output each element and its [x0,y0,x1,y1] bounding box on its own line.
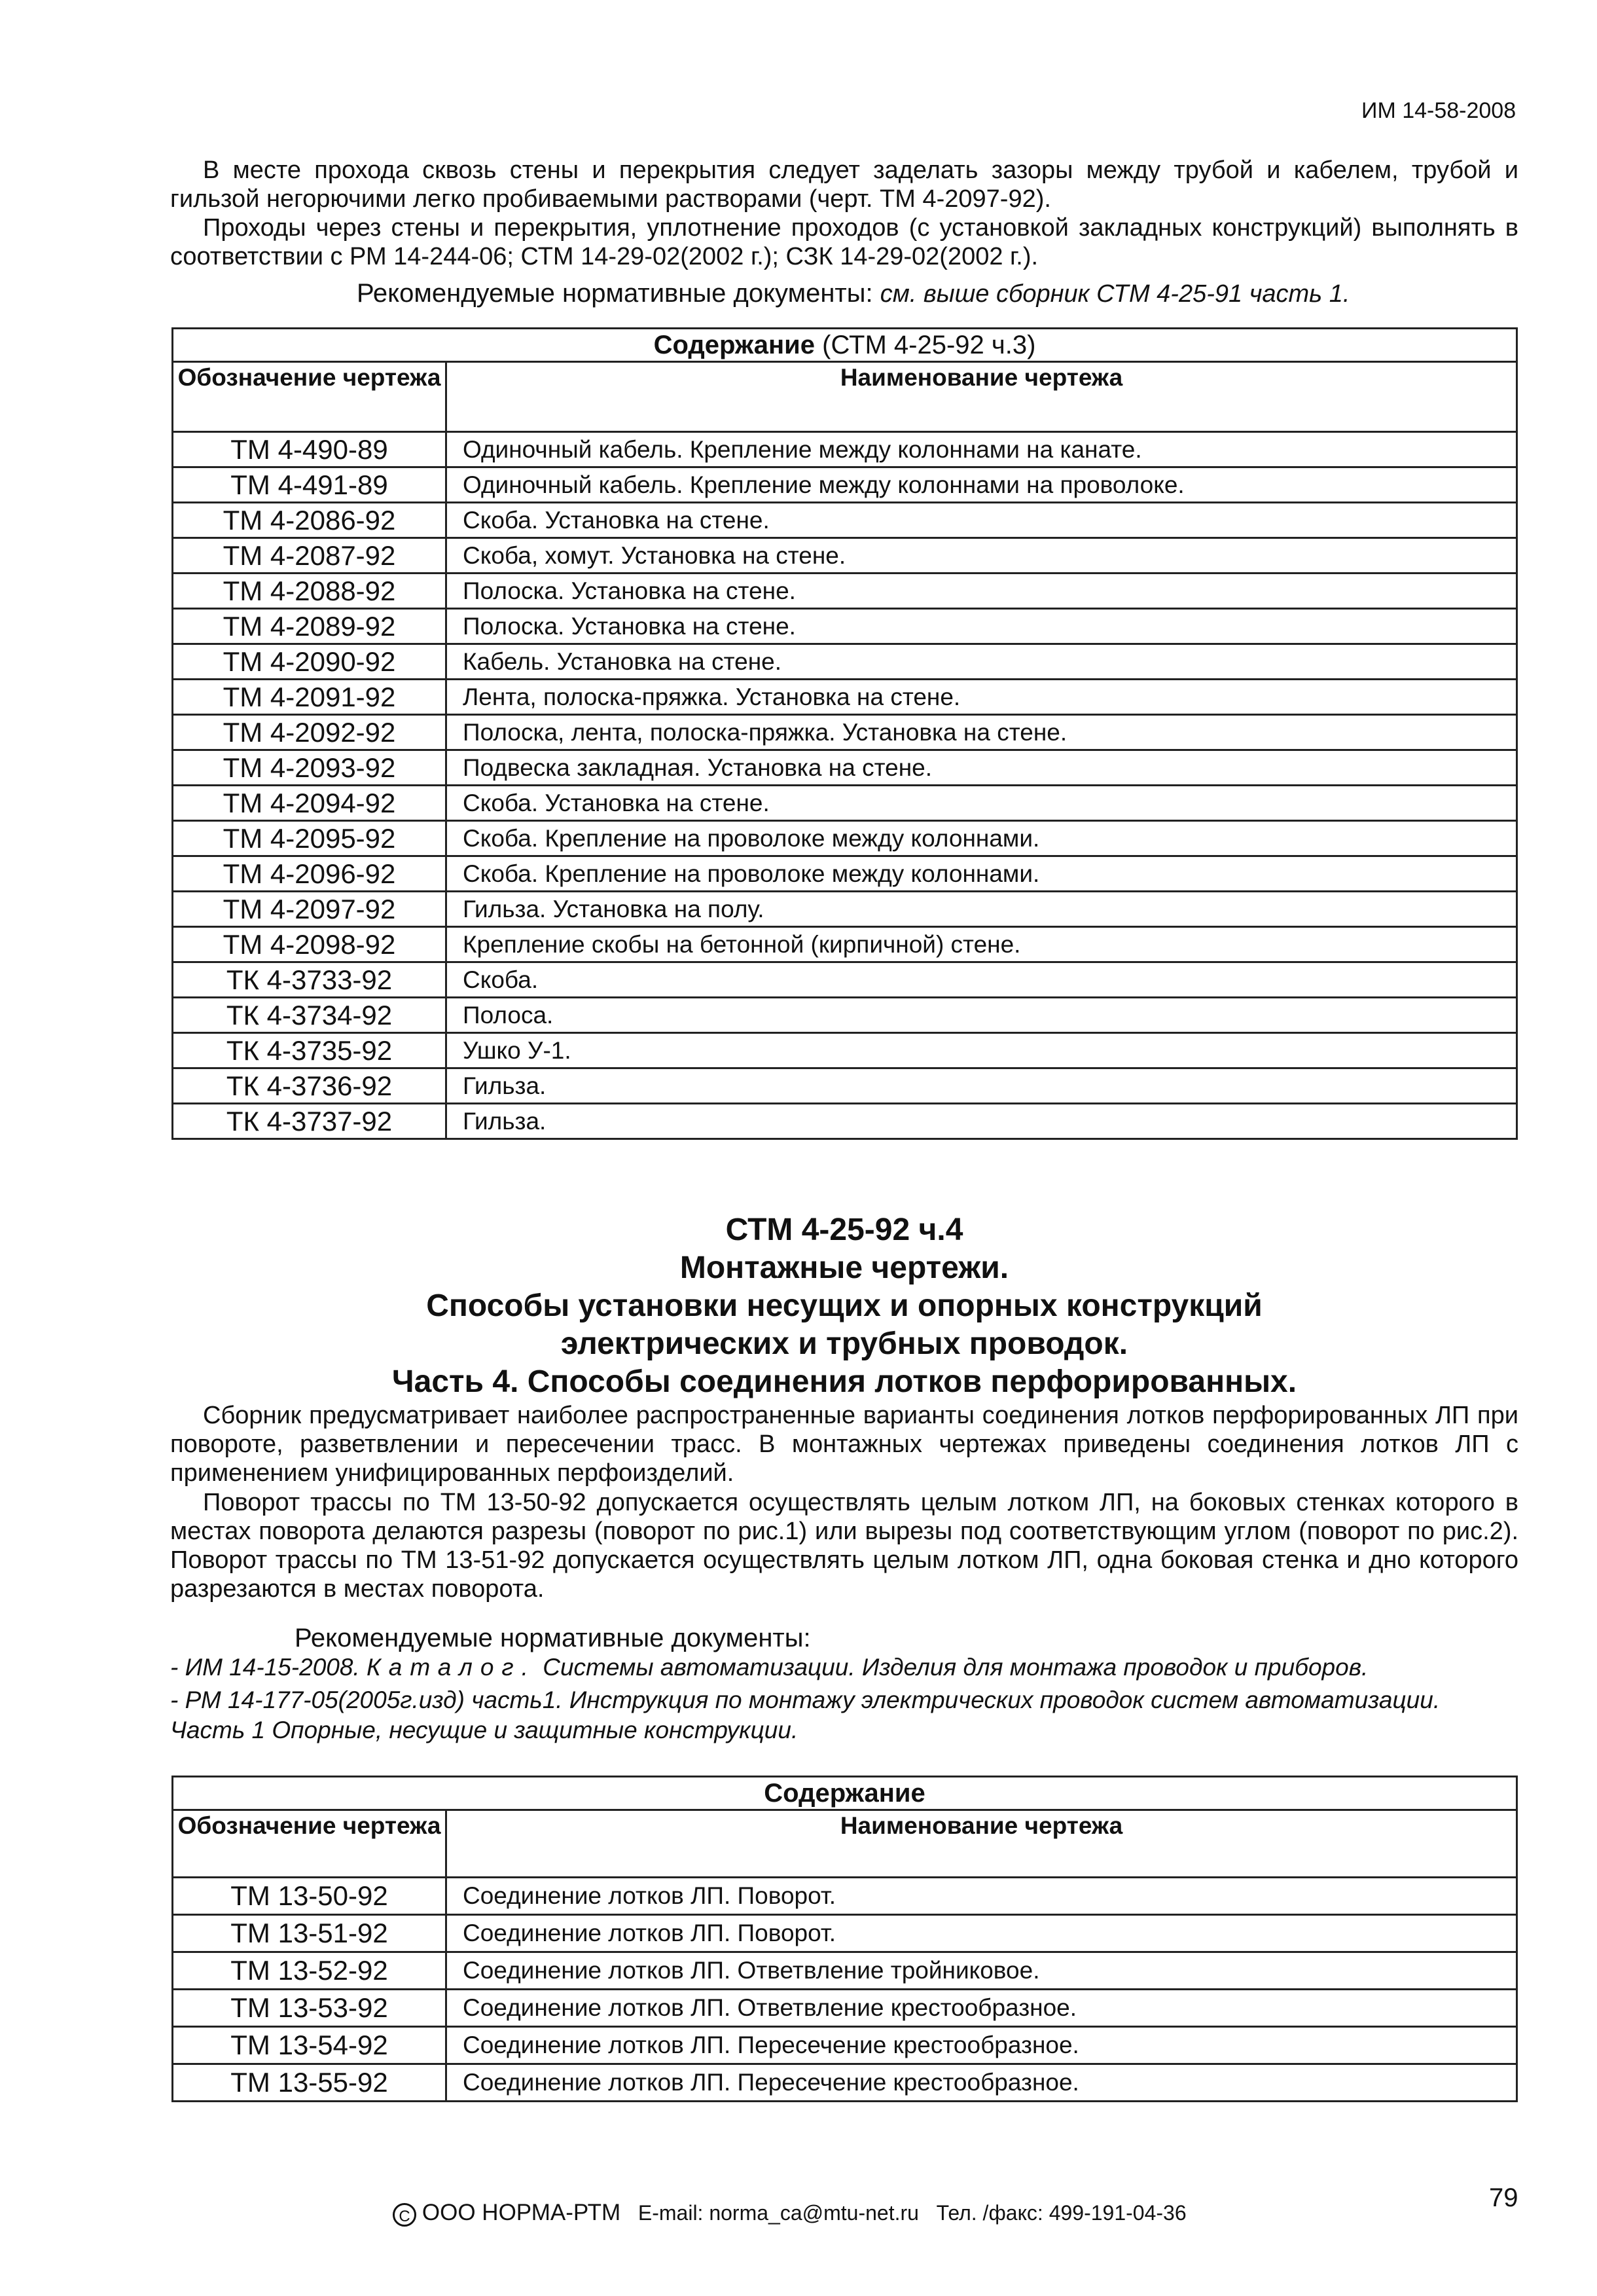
table-row [173,538,1517,574]
recommended-docs-reference: см. выше сборник СТМ 4-25-91 часть 1. [880,280,1350,308]
drawing-code: ТМ 4-2090-92 [173,644,446,680]
drawing-code: ТМ 4-2096-92 [173,856,446,892]
table-row [173,644,1517,680]
table-row [173,2027,1517,2064]
table-row [173,786,1517,821]
drawing-code: ТМ 4-2089-92 [173,609,446,644]
footer [393,2200,1187,2227]
recommended-docs-line-2: Рекомендуемые нормативные документы: [295,1624,811,1652]
table-row [173,432,1517,467]
table-row [173,715,1517,750]
drawing-name: Одиночный кабель. Крепление между колоннами на проволоке. [446,467,1517,503]
drawing-code: ТК 4-3733-92 [173,962,446,998]
drawing-code: ТМ 4-2095-92 [173,821,446,856]
table-row [173,1878,1517,1915]
paragraph-collection-description: Сборник предусматривает наиболее распространенные варианты соединения лотков перфорированных ЛП при повороте, разветвлении и пересечении трасс. В монтажных чертежах приведены соединения лотков ЛП с применением унифицированных перфоизделий. [170,1402,1518,1487]
drawing-name: Соединение лотков ЛП. Пересечение крестообразное. [446,2064,1517,2102]
paragraph-wall-passage: В месте прохода сквозь стены и перекрытия следует заделать зазоры между трубой и кабелем, трубой и гильзой негорючими легко пробиваемыми растворами (черт. ТМ 4-2097-92). [170,156,1518,213]
drawing-code: ТМ 13-55-92 [173,2064,446,2102]
drawing-name: Лента, полоска-пряжка. Установка на стене. [446,680,1517,715]
drawing-code: ТМ 13-54-92 [173,2027,446,2064]
reference-im-14-15: - ИМ 14-15-2008. Каталог. Системы автоматизации. Изделия для монтажа проводок и приборов. [170,1654,1369,1681]
drawing-code: ТМ 4-2097-92 [173,892,446,927]
drawing-name: Соединение лотков ЛП. Ответвление крестообразное. [446,1990,1517,2027]
drawing-name: Гильза. [446,1104,1517,1139]
drawing-code: ТМ 4-491-89 [173,467,446,503]
drawing-name: Гильза. [446,1068,1517,1104]
drawing-name: Кабель. Установка на стене. [446,644,1517,680]
drawing-code: ТМ 4-2093-92 [173,750,446,786]
table-row [173,892,1517,927]
table-title: Содержание [173,1777,1517,1810]
drawing-code: ТМ 4-2094-92 [173,786,446,821]
table-row [173,1033,1517,1068]
page-number: 79 [1489,2183,1518,2212]
drawing-name: Скоба, хомут. Установка на стене. [446,538,1517,574]
drawing-name: Полоска, лента, полоска-пряжка. Установка на стене. [446,715,1517,750]
drawing-code: ТМ 4-2087-92 [173,538,446,574]
drawing-name: Полоска. Установка на стене. [446,609,1517,644]
drawing-code: ТМ 13-51-92 [173,1915,446,1952]
drawing-name: Подвеска закладная. Установка на стене. [446,750,1517,786]
drawing-code: ТК 4-3735-92 [173,1033,446,1068]
drawing-name: Скоба. [446,962,1517,998]
drawing-name: Скоба. Установка на стене. [446,786,1517,821]
document-code: ИМ 14-58-2008 [1361,98,1516,123]
drawing-name: Гильза. Установка на полу. [446,892,1517,927]
footer-phone: Тел. /факс: 499-191-04-36 [936,2201,1187,2225]
drawing-name: Одиночный кабель. Крепление между колоннами на канате. [446,432,1517,467]
table-row [173,750,1517,786]
drawing-code: ТМ 4-490-89 [173,432,446,467]
paragraph-seal-passage: Проходы через стены и перекрытия, уплотнение проходов (с установкой закладных конструкций) выполнять в соответствии с РМ 14-244-06; СТМ 14-29-02(2002 г.); СЗК 14-29-02(2002 г.). [170,214,1518,270]
paragraph-route-turn: Поворот трассы по ТМ 13-50-92 допускается осуществлять целым лотком ЛП, на боковых стенках которого в местах поворота делаются разрезы (поворот по рис.1) или вырезы под соответствующим углом (поворот по рис.2). Поворот трассы по ТМ 13-51-92 допускается осуществлять целым лотком ЛП, одна боковая стенка и дно которого разрезаются в местах поворота. [170,1489,1518,1603]
table-row [173,821,1517,856]
table-title: Содержание (СТМ 4-25-92 ч.3) [173,329,1517,362]
drawing-name: Полоска. Установка на стене. [446,574,1517,609]
contents-table-part4 [171,1776,1518,2102]
table-row [173,609,1517,644]
drawing-code: ТМ 13-50-92 [173,1878,446,1915]
table-row [173,574,1517,609]
table-row [173,856,1517,892]
table-row [173,927,1517,962]
table-row [173,503,1517,538]
table-row [173,1068,1517,1104]
drawing-code: ТМ 4-2088-92 [173,574,446,609]
drawing-name: Крепление скобы на бетонной (кирпичной) стене. [446,927,1517,962]
footer-company: ООО НОРМА-РТМ [422,2200,621,2225]
column-header-code: Обозначение чертежа [173,362,446,432]
column-header-name: Наименование чертежа [446,362,1517,432]
drawing-code: ТК 4-3737-92 [173,1104,446,1139]
drawing-code: ТМ 4-2086-92 [173,503,446,538]
drawing-name: Соединение лотков ЛП. Пересечение крестообразное. [446,2027,1517,2064]
reference-rm-14-177: - РМ 14-177-05(2005г.изд) часть1. Инструкция по монтажу электрических проводок систем автоматизации. Часть 1 Опорные, несущие и защитные конструкции. [170,1686,1441,1743]
table-row [173,1104,1517,1139]
drawing-code: ТМ 4-2091-92 [173,680,446,715]
drawing-code: ТМ 4-2098-92 [173,927,446,962]
drawing-name: Соединение лотков ЛП. Ответвление тройниковое. [446,1952,1517,1990]
column-header-name: Наименование чертежа [446,1810,1517,1878]
drawing-name: Скоба. Крепление на проволоке между колоннами. [446,856,1517,892]
table-row [173,1915,1517,1952]
drawing-name: Ушко У-1. [446,1033,1517,1068]
drawing-name: Полоса. [446,998,1517,1033]
copyright-icon: C [393,2203,416,2227]
table-row [173,1952,1517,1990]
table-row [173,962,1517,998]
drawing-code: ТМ 13-52-92 [173,1952,446,1990]
drawing-code: ТМ 4-2092-92 [173,715,446,750]
recommended-docs-line-1: Рекомендуемые нормативные документы: см. выше сборник СТМ 4-25-91 часть 1. [357,279,1350,308]
table-row [173,2064,1517,2102]
table-row [173,680,1517,715]
section-heading: СТМ 4-25-92 ч.4 Монтажные чертежи. Способы установки несущих и опорных конструкций электрических и трубных проводок. Часть 4. Способы соединения лотков перфорированных. [391,1212,1297,1399]
drawing-code: ТК 4-3736-92 [173,1068,446,1104]
drawing-name: Соединение лотков ЛП. Поворот. [446,1878,1517,1915]
table-row [173,998,1517,1033]
drawing-code: ТМ 13-53-92 [173,1990,446,2027]
drawing-code: ТК 4-3734-92 [173,998,446,1033]
drawing-name: Соединение лотков ЛП. Поворот. [446,1915,1517,1952]
footer-email: E-mail: norma_ca@mtu-net.ru [637,2201,919,2225]
drawing-name: Скоба. Установка на стене. [446,503,1517,538]
table-row [173,467,1517,503]
table-row [173,1990,1517,2027]
contents-table-part3 [171,327,1518,1140]
drawing-name: Скоба. Крепление на проволоке между колоннами. [446,821,1517,856]
column-header-code: Обозначение чертежа [173,1810,446,1878]
